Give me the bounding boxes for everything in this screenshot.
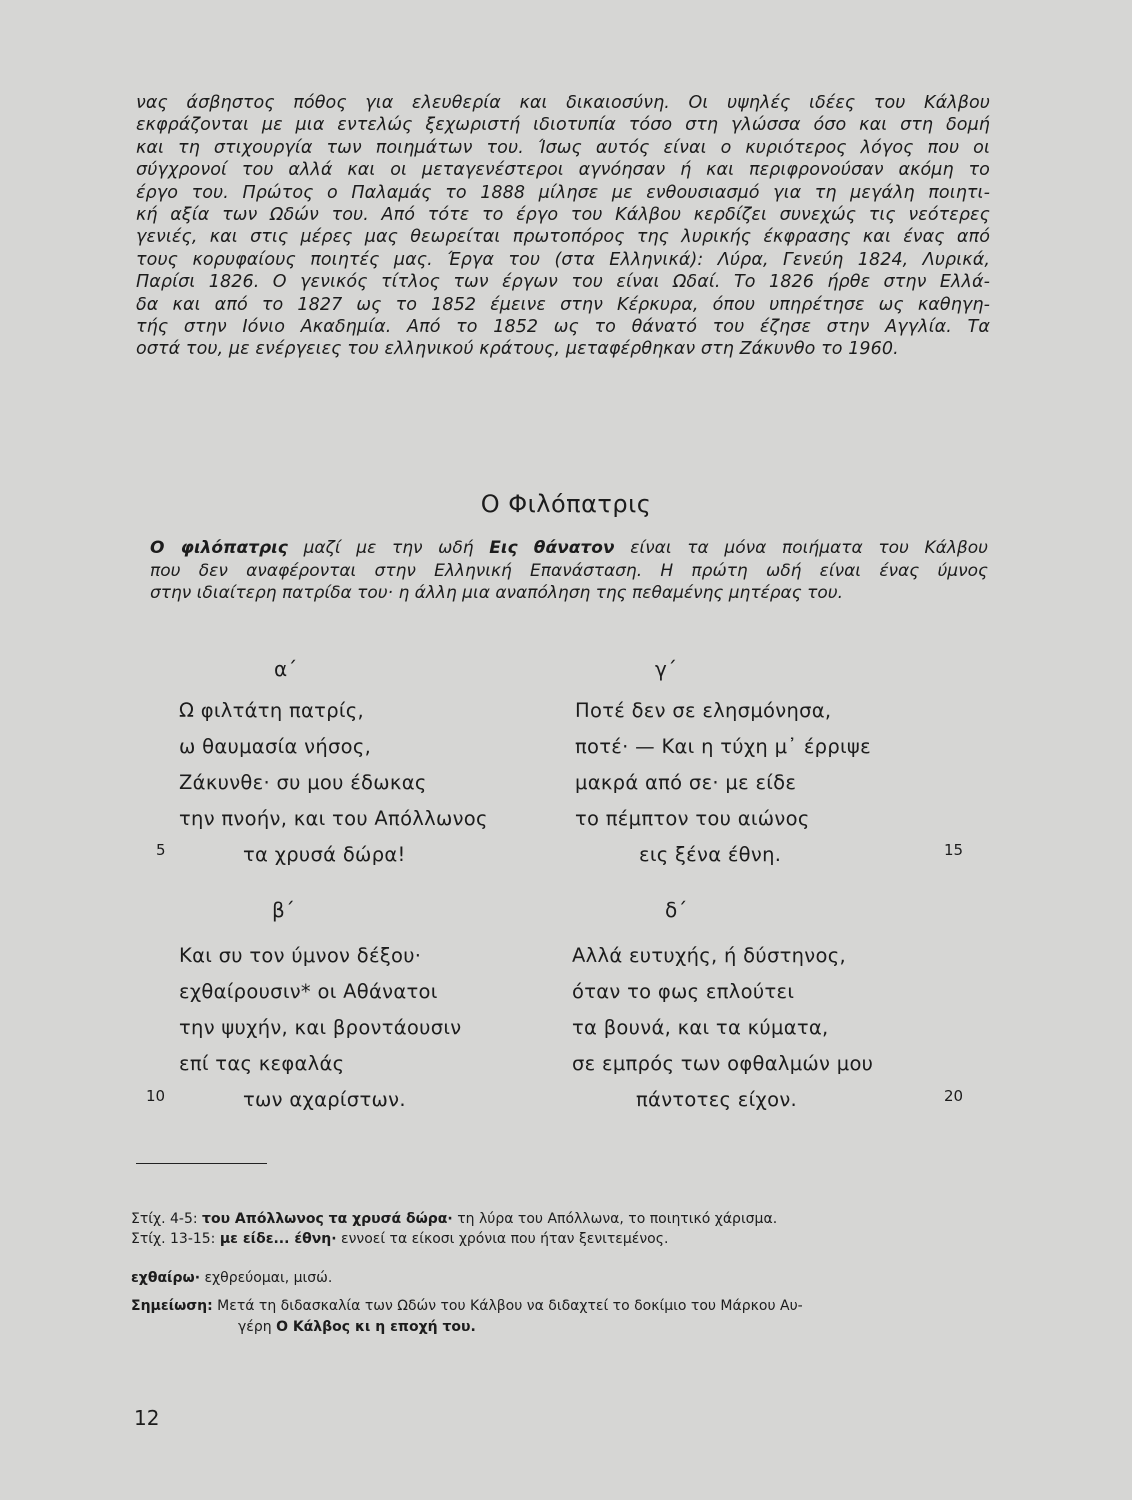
stanza-label-d: δ΄ [665, 898, 688, 922]
intro-line: σύγχρονοί του αλλά και οι μεταγενέστεροι αγνόησαν ή και περιφρονούσαν ακόμη το [136, 160, 990, 181]
glossary-entry [131, 1268, 991, 1288]
stanza-label-c: γ΄ [655, 657, 677, 681]
verse-line: πάντοτες είχον. [636, 1088, 798, 1111]
glossary-text: εχθρεύομαι, μισώ. [200, 1269, 333, 1286]
preface-text: είναι τα μόνα ποιήματα του Κάλβου [614, 538, 989, 558]
verse-line: Ποτέ δεν σε ελησμόνησα, [575, 699, 832, 722]
footnote-text: τη λύρα του Απόλλωνα, το ποιητικό χάρισμα. [452, 1211, 778, 1227]
verse-line: την πνοήν, και του Απόλλωνος [179, 807, 488, 830]
intro-line: τής στην Ιόνιο Ακαδημία. Από το 1852 ως το θάνατό του έζησε στην Αγγλία. Τα [136, 317, 990, 338]
verse-line: ποτέ· — Και η τύχη μ᾽ έρριψε [575, 735, 871, 758]
verse-line: όταν το φως επλούτει [572, 980, 795, 1003]
poem-title: Ο Φιλόπατρις [480, 490, 652, 518]
verse-line: Αλλά ευτυχής, ή δύστηνος, [572, 944, 846, 967]
verse-line: την ψυχήν, και βροντάουσιν [179, 1016, 462, 1039]
intro-line: κή αξία των Ωδών του. Από τότε το έργο του Κάλβου κερδίζει συνεχώς τις νεότερες [136, 205, 990, 226]
line-number: 20 [944, 1087, 964, 1105]
page-number: 12 [134, 1406, 160, 1430]
intro-line: τους κορυφαίους ποιητές μας. Έργα του (στα Ελληνικά): Λύρα, Γενεύη 1824, Λυρικά, [136, 249, 990, 270]
line-number: 10 [146, 1087, 166, 1105]
intro-line: οστά του, με ενέργειες του ελληνικού κράτους, μεταφέρθηκαν στη Ζάκυνθο το 1960. [136, 339, 899, 360]
stanza-c [575, 693, 871, 873]
footnote-text: εννοεί τα είκοσι χρόνια που ήταν ξενιτεμένος. [336, 1231, 669, 1248]
footnote-rule [136, 1163, 267, 1164]
intro-line: γενιές, και στις μέρες μας θεωρείται πρωτοπόρος της λυρικής έκφρασης και ένας από [136, 227, 990, 248]
verse-line: το πέμπτον του αιώνος [575, 807, 810, 830]
intro-paragraph [136, 92, 990, 361]
intro-line: Παρίσι 1826. Ο γενικός τίτλος των έργων του είναι Ωδαί. Το 1826 ήρθε στην Ελλά- [136, 272, 990, 293]
intro-line: εκφράζονται με μια εντελώς ξεχωριστή ιδιοτυπία τόσο στη γλώσσα όσο και στη δομή [136, 115, 990, 136]
intro-line: έργο του. Πρώτος ο Παλαμάς το 1888 μίλησε με ενθουσιασμό για τη μεγάλη ποιητι- [136, 182, 990, 203]
poem-preface [150, 537, 988, 605]
stanza-a [179, 693, 488, 873]
footnote-2 [131, 1229, 991, 1249]
verse-line: ω θαυμασία νήσος, [179, 735, 372, 758]
verse-line: Ω φιλτάτη πατρίς, [179, 699, 365, 722]
note-line-2 [131, 1317, 991, 1337]
verse-line: εις ξένα έθνη. [639, 843, 782, 866]
stanza-label-a: α΄ [274, 657, 298, 681]
stanza-d [572, 938, 873, 1118]
preface-line: στην ιδιαίτερη πατρίδα του· η άλλη μια αναπόληση της πεθαμένης μητέρας του. [150, 583, 843, 604]
stanza-b [179, 938, 462, 1118]
verse-line: τα χρυσά δώρα! [243, 843, 406, 866]
footnote-1 [131, 1209, 991, 1229]
intro-line: και τη στιχουργία των ποιημάτων του. Ίσως αυτός είναι ο κυριότερος λόγος που οι [136, 137, 990, 158]
preface-line: που δεν αναφέρονται στην Ελληνική Επανάσταση. Η πρώτη ωδή είναι ένας ύμνος [150, 560, 988, 581]
line-number: 15 [944, 841, 964, 859]
verse-line: μακρά από σε· με είδε [575, 771, 797, 794]
footnote-ref: Στίχ. 13-15: [131, 1231, 220, 1248]
preface-text: μαζί με την ωδή [287, 538, 490, 558]
note-label: Σημείωση: [131, 1298, 213, 1315]
verse-line: Ζάκυνθε· συ μου έδωκας [179, 771, 427, 794]
preface-bold-title: Ο φιλόπατρις [150, 538, 288, 558]
footnote-ref: Στίχ. 4-5: [131, 1211, 203, 1227]
note-line [131, 1296, 991, 1316]
intro-line: νας άσβηστος πόθος για ελευθερία και δικαιοσύνη. Οι υψηλές ιδέες του Κάλβου [136, 93, 990, 113]
verse-line: τα βουνά, και τα κύματα, [572, 1016, 829, 1039]
intro-line: δα και από το 1827 ως το 1852 έμεινε στην Κέρκυρα, όπου υπηρέτησε ως καθηγη- [136, 294, 990, 315]
stanza-label-b: β΄ [272, 898, 295, 922]
verse-line: των αχαρίστων. [243, 1088, 406, 1111]
preface-bold-ode: Εις θάνατον [489, 538, 615, 558]
glossary-term: εχθαίρω· [131, 1269, 201, 1286]
verse-line: σε εμπρός των οφθαλμών μου [572, 1052, 874, 1075]
verse-line: εχθαίρουσιν* οι Αθάνατοι [179, 980, 438, 1003]
footnote-term: του Απόλλωνος τα χρυσά δώρα· [202, 1211, 453, 1227]
note-essay-title: Ο Κάλβος κι η εποχή του. [276, 1318, 476, 1335]
note-text: γέρη [238, 1318, 277, 1335]
line-number: 5 [156, 841, 166, 859]
preface-line [150, 537, 988, 560]
footnote-term: με είδε... έθνη· [219, 1231, 337, 1248]
verse-line: επί τας κεφαλάς [179, 1052, 345, 1075]
note-text: Μετά τη διδασκαλία των Ωδών του Κάλβου να διδαχτεί το δοκίμιο του Μάρκου Αυ- [212, 1298, 803, 1315]
verse-line: Και συ τον ύμνον δέξου· [179, 944, 422, 967]
footnotes [131, 1209, 991, 1337]
